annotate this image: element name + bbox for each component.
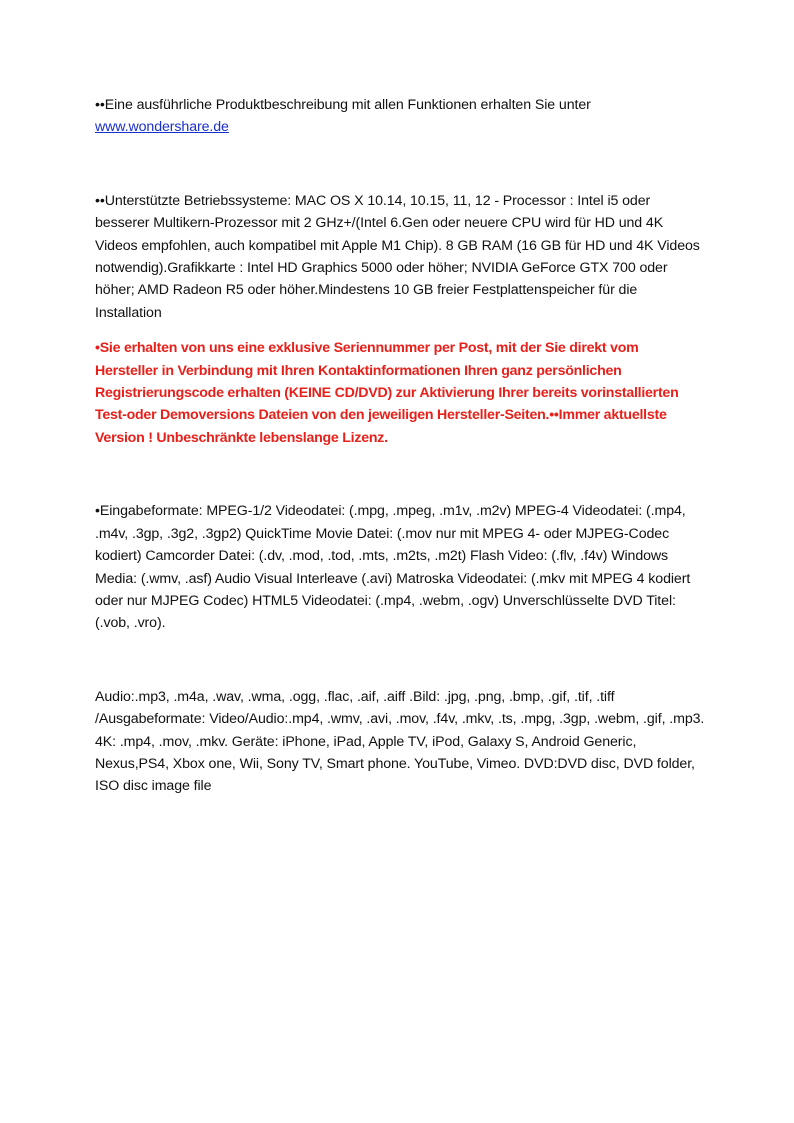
system-requirements-paragraph: ••Unterstützte Betriebssysteme: MAC OS X 10.14, 10.15, 11, 12 - Processor : Intel i5 oder besserer Multikern-Prozessor mit 2 GHz+/(Intel 6.Gen oder neuere CPU wird für HD und 4K Videos empfohlen, auch kompatibel mit Apple M1 Chip). 8 GB RAM (16 GB für HD und 4K Videos notwendig).Grafikkarte : Intel HD Graphics 5000 oder höher; NVIDIA GeForce GTX 700 oder höher; AMD Radeon R5 oder höher.Mindestens 10 GB freier Festplattenspeicher für die Installation — [95, 192, 700, 321]
wondershare-link[interactable]: www.wondershare.de — [95, 119, 229, 136]
intro-text: ••Eine ausführliche Produktbeschreibung mit allen Funktionen erhalten Sie unter — [95, 97, 591, 113]
intro-paragraph — [95, 94, 705, 139]
input-formats-paragraph: •Eingabeformate: MPEG-1/2 Videodatei: (.mpg, .mpeg, .m1v, .m2v) MPEG-4 Videodatei: (.mp4, .m4v, .3gp, .3g2, .3gp2) QuickTime Movie Datei: (.mov nur mit MPEG 4- oder MJPEG-Codec kodiert) Camcorder Datei: (.dv, .mod, .tod, .mts, .m2ts, .m2t) Flash Video: (.flv, .f4v) Windows Media: (.wmv, .asf) Audio Visual Interleave (.avi) Matroska Videodatei: (.mkv mit MPEG 4 kodiert oder nur MJPEG Codec) HTML5 Videodatei: (.mp4, .webm, .ogv) Unverschlüsselte DVD Titel: (.vob, .vro). — [95, 503, 691, 632]
license-notice-paragraph: •Sie erhalten von uns eine exklusive Seriennummer per Post, mit der Sie direkt vom Hersteller in Verbindung mit Ihren Kontaktinformationen Ihren ganz persönlichen Registrierungscode erhalten (KEINE CD/DVD) zur Aktivierung Ihrer bereits vorinstallierten Test-oder Demoversions Dateien von den jeweiligen Hersteller-Seiten.••Immer aktuellste Version ! Unbeschränkte lebenslange Lizenz. — [95, 340, 679, 446]
output-formats-paragraph: Audio:.mp3, .m4a, .wav, .wma, .ogg, .flac, .aif, .aiff .Bild: .jpg, .png, .bmp, .gif, .tif, .tiff /Ausgabeformate: Video/Audio:.mp4, .wmv, .avi, .mov, .f4v, .mkv, .ts, .mpg, .3gp, .webm, .gif, .mp3. 4K: .mp4, .mov, .mkv. Geräte: iPhone, iPad, Apple TV, iPod, Galaxy S, Android Generic, Nexus,PS4, Xbox one, Wii, Sony TV, Smart phone. YouTube, Vimeo. DVD:DVD disc, DVD folder, ISO disc image file — [95, 688, 705, 795]
document-page — [95, 94, 705, 798]
